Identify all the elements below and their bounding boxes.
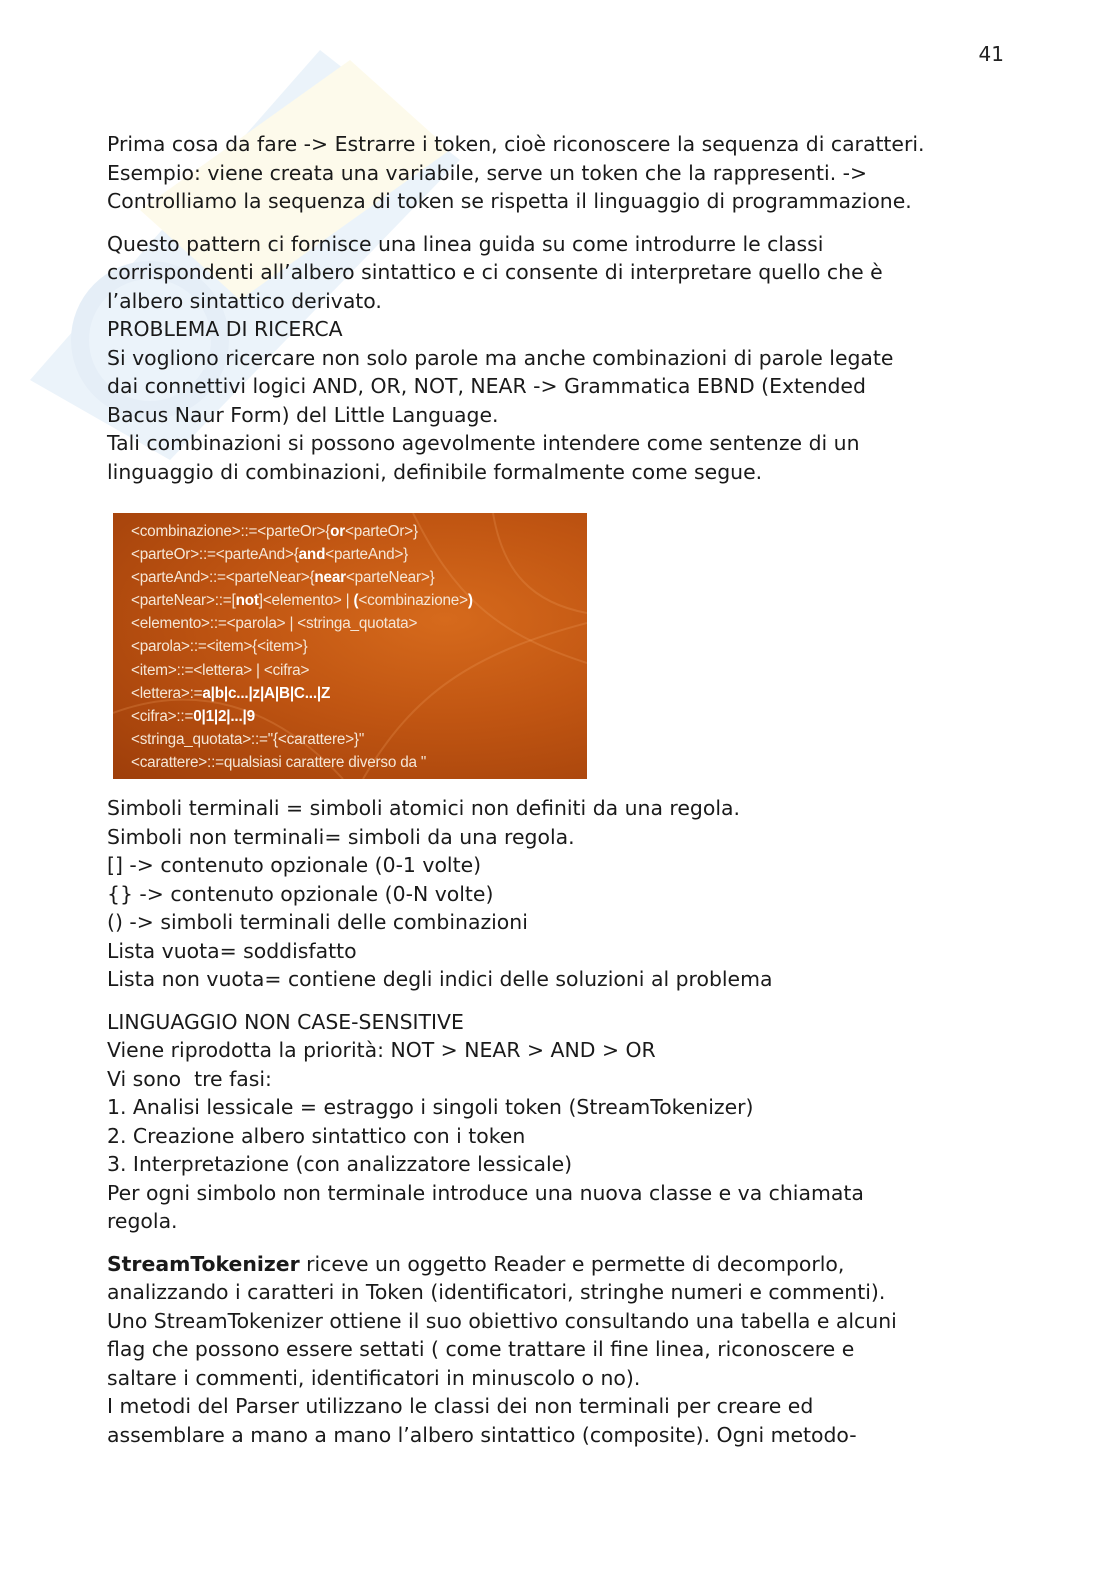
grammar-rule: <cifra>::=0|1|2|...|9 bbox=[131, 707, 255, 725]
text-line: Uno StreamTokenizer ottiene il suo obiettivo consultando una tabella e alcuni bbox=[107, 1308, 897, 1333]
text-line bbox=[107, 1250, 1017, 1279]
language-paragraph bbox=[107, 1008, 1017, 1236]
text-line: Simboli terminali = simboli atomici non definiti da una regola. bbox=[107, 796, 740, 820]
text-fragment: riceve un oggetto Reader e permette di decomporlo, bbox=[299, 1251, 845, 1276]
definitions-paragraph bbox=[107, 794, 1017, 994]
text-line: Controlliamo la sequenza di token se rispetta il linguaggio di programmazione. bbox=[107, 189, 912, 213]
text-line: Si vogliono ricercare non solo parole ma anche combinazioni di parole legate bbox=[107, 345, 894, 370]
text-line: {} -> contenuto opzionale (0-N volte) bbox=[107, 881, 494, 906]
text-line: regola. bbox=[107, 1209, 178, 1233]
section-heading: PROBLEMA DI RICERCA bbox=[107, 317, 343, 341]
grammar-rule: <combinazione>::=<parteOr>{or<parteOr>} bbox=[131, 523, 418, 540]
section-heading: LINGUAGGIO NON CASE-SENSITIVE bbox=[107, 1009, 464, 1034]
text-line: Tali combinazioni si possono agevolmente intendere come sentenze di un bbox=[107, 431, 860, 455]
intro-paragraph bbox=[107, 130, 1017, 216]
text-line: Questo pattern ci fornisce una linea guida su come introdurre le classi bbox=[107, 231, 824, 256]
text-line: dai connettivi logici AND, OR, NOT, NEAR -> Grammatica EBND (Extended bbox=[107, 374, 866, 398]
tokenizer-paragraph bbox=[107, 1250, 1017, 1450]
text-line: [] -> contenuto opzionale (0-1 volte) bbox=[107, 853, 482, 877]
grammar-figure bbox=[113, 513, 587, 779]
bold-term: StreamTokenizer bbox=[107, 1251, 300, 1276]
text-line: Prima cosa da fare -> Estrarre i token, cioè riconoscere la sequenza di caratteri. bbox=[107, 132, 925, 156]
grammar-rule: <parola>::=<item>{<item>} bbox=[131, 638, 308, 656]
text-line: saltare i commenti, identificatori in minuscolo o no). bbox=[107, 1365, 641, 1390]
grammar-rule: <parteAnd>::=<parteNear>{near<parteNear>} bbox=[131, 569, 435, 587]
list-item: 1. Analisi lessicale = estraggo i singoli token (StreamTokenizer) bbox=[107, 1095, 754, 1119]
text-line: l’albero sintattico derivato. bbox=[107, 288, 382, 313]
text-line: Vi sono tre fasi: bbox=[107, 1066, 272, 1091]
text-line: Lista vuota= soddisfatto bbox=[107, 938, 357, 963]
pattern-paragraph bbox=[107, 230, 1017, 487]
grammar-rule: <stringa_quotata>::="{<carattere>}" bbox=[131, 730, 365, 748]
grammar-rule: <parteNear>::=[not]<elemento> | (<combinazione>) bbox=[131, 592, 473, 610]
list-item: 2. Creazione albero sintattico con i token bbox=[107, 1123, 526, 1148]
list-item: 3. Interpretazione (con analizzatore lessicale) bbox=[107, 1152, 573, 1176]
grammar-rule: <lettera>:=a|b|c...|z|A|B|C...|Z bbox=[131, 684, 331, 702]
text-line: flag che possono essere settati ( come trattare il fine linea, riconoscere e bbox=[107, 1337, 855, 1361]
text-line: analizzando i caratteri in Token (identificatori, stringhe numeri e commenti). bbox=[107, 1280, 886, 1304]
text-line: Bacus Naur Form) del Little Language. bbox=[107, 402, 499, 427]
text-line: () -> simboli terminali delle combinazioni bbox=[107, 910, 528, 934]
text-line: Per ogni simbolo non terminale introduce una nuova classe e va chiamata bbox=[107, 1180, 864, 1205]
grammar-rule: <carattere>::=qualsiasi carattere diverso da " bbox=[131, 753, 427, 771]
text-line: Lista non vuota= contiene degli indici delle soluzioni al problema bbox=[107, 967, 773, 991]
text-line: Viene riprodotta la priorità: NOT > NEAR > AND > OR bbox=[107, 1038, 656, 1062]
grammar-rule: <item>::=<lettera> | <cifra> bbox=[131, 661, 310, 679]
grammar-rules bbox=[131, 520, 473, 774]
page-number: 41 bbox=[978, 42, 1004, 66]
text-line: I metodi del Parser utilizzano le classi dei non terminali per creare ed bbox=[107, 1394, 814, 1418]
text-line: Esempio: viene creata una variabile, serve un token che la rappresenti. -> bbox=[107, 160, 868, 185]
text-line: Simboli non terminali= simboli da una regola. bbox=[107, 824, 575, 849]
text-line: linguaggio di combinazioni, definibile formalmente come segue. bbox=[107, 459, 763, 484]
text-line: corrispondenti all’albero sintattico e ci consente di interpretare quello che è bbox=[107, 260, 883, 284]
text-line: assemblare a mano a mano l’albero sintattico (composite). Ogni metodo- bbox=[107, 1422, 857, 1447]
document-body bbox=[107, 130, 1017, 1463]
grammar-rule: <elemento>::=<parola> | <stringa_quotata> bbox=[131, 615, 418, 633]
grammar-rule: <parteOr>::=<parteAnd>{and<parteAnd>} bbox=[131, 546, 409, 564]
